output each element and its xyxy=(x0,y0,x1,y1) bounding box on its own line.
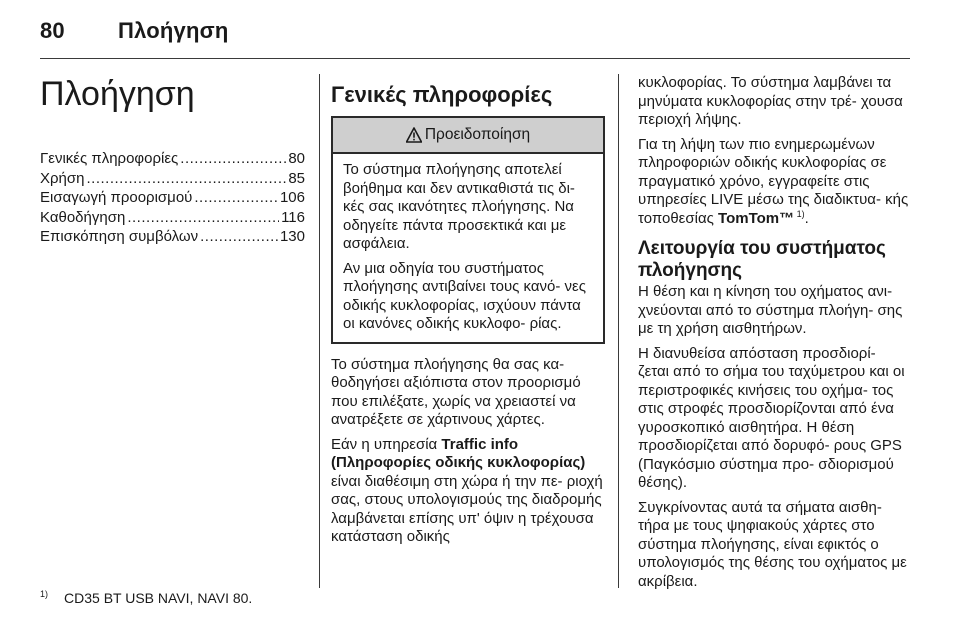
toc-entry-page: 130 xyxy=(279,228,305,245)
section-title: Γενικές πληροφορίες xyxy=(331,82,553,107)
warning-header xyxy=(333,118,603,154)
footnote-text: CD35 BT USB NAVI, NAVI 80. xyxy=(64,590,253,606)
toc-entry-page: 80 xyxy=(288,150,305,167)
toc-entry[interactable] xyxy=(40,150,305,169)
body-paragraph: Η θέση και η κίνηση του οχήματος ανι- χνεύονται από το σύστημα πλοήγη- σης με τη χρήση αισθητήρων. xyxy=(638,283,903,337)
table-of-contents xyxy=(40,150,305,247)
column-3 xyxy=(638,74,910,597)
chapter-title: Πλοήγηση xyxy=(40,75,195,113)
page-number: 80 xyxy=(40,18,65,43)
toc-entry-label: Εισαγωγή προορισμού xyxy=(40,189,193,206)
warning-box xyxy=(331,116,605,344)
footnote xyxy=(40,590,252,606)
toc-entry-label: Καθοδήγηση xyxy=(40,208,126,226)
body-paragraph: Η διανυθείσα απόσταση προσδιορί- ζεται από το σήμα του ταχύμετρου και οι περιστροφικές κινήσεις του οχήμα- τος στις στροφές προσδιορίζονται από ένα γυροσκοπικό αισθητήρα. Η θέση προσδιορίζεται από δορυφό- ρους GPS (Παγκόσμιο σύστημα προ- σδιορισμού θέσης). xyxy=(638,344,905,491)
body-paragraph: κυκλοφορίας. Το σύστημα λαμβάνει τα μηνύματα κυκλοφορίας στην τρέ- χουσα περιοχή λήψης. xyxy=(638,74,903,128)
footnote-mark: 1) xyxy=(40,589,49,599)
column-1 xyxy=(40,74,305,248)
footnote-reference[interactable]: 1) xyxy=(794,208,805,219)
toc-entry-label: Γενικές πληροφορίες xyxy=(40,150,179,167)
header-divider xyxy=(40,58,910,59)
text-run: . xyxy=(804,209,809,227)
toc-entry[interactable] xyxy=(40,170,305,189)
warning-paragraph: Το σύστημα πλοήγησης αποτελεί βοήθημα και δεν αντικαθιστά τις δι- κές σας ικανότητες πλοήγησης. Να οδηγείτε πάντα προσεκτικά και με ασφάλεια. xyxy=(343,161,575,252)
warning-paragraph: Αν μια οδηγία του συστήματος πλοήγησης αντιβαίνει τους κανό- νες οδικής κυκλοφορίας, ισχύουν πάντα οι κανόνες οδικής κυκλοφο- ρίας. xyxy=(343,259,586,332)
toc-entry-label: Επισκόπηση συμβόλων xyxy=(40,228,199,245)
traffic-info-term: Traffic info (Πληροφορίες οδικής κυκλοφορίας) xyxy=(331,435,586,471)
body-paragraph: Το σύστημα πλοήγησης θα σας κα- θοδηγήσει αξιόπιστα στον προορισμό που επιλέξατε, χωρίς να χρειαστεί να ανατρέξετε σε χάρτινους χάρτες. xyxy=(331,355,581,428)
text-run: Εάν η υπηρεσία xyxy=(331,435,442,453)
toc-leader-dots xyxy=(194,189,278,208)
toc-leader-dots xyxy=(180,150,286,169)
warning-triangle-icon xyxy=(406,127,422,143)
toc-entry[interactable] xyxy=(40,228,305,247)
column-divider-1 xyxy=(319,74,320,588)
page-header xyxy=(40,18,910,58)
toc-leader-dots xyxy=(200,228,278,247)
toc-entry[interactable] xyxy=(40,189,305,208)
text-run: Για τη λήψη των πιο ενημερωμένων πληροφοριών οδικής κυκλοφορίας σε πραγματικό χρόνο, εγγραφείτε στις υπηρεσίες LIVE μέσω της διαδικτυα- κής τοποθεσίας xyxy=(638,135,909,227)
toc-leader-dots xyxy=(127,209,279,228)
body-paragraph xyxy=(638,136,910,229)
column-2 xyxy=(331,74,605,553)
body-paragraph: Συγκρίνοντας αυτά τα σήματα αισθη- τήρα με τους ψηφιακούς χάρτες στο σύστημα πλοήγησης, είναι εφικτός ο υπολογισμός της θέσης του οχήματος με ακρίβεια. xyxy=(638,498,907,590)
running-title: Πλοήγηση xyxy=(118,18,229,43)
text-run: είναι διαθέσιμη στη χώρα ή την πε- ριοχή σας, στους υπολογισμούς της διαδρομής λαμβάνεται επίσης υπ' όψιν η τρέχουσα κατάσταση οδικής xyxy=(331,472,603,545)
toc-entry-page: 106 xyxy=(279,189,305,206)
subsection-title: Λειτουργία του συστήματος πλοήγησης xyxy=(638,238,886,281)
body-paragraph xyxy=(331,436,605,547)
warning-body xyxy=(333,154,603,342)
toc-leader-dots xyxy=(86,170,286,189)
column-divider-2 xyxy=(618,74,619,588)
toc-entry-label: Χρήση xyxy=(40,169,85,187)
toc-entry-page: 116 xyxy=(281,208,305,226)
toc-entry-page: 85 xyxy=(288,169,305,187)
tomtom-term: TomTom™ xyxy=(718,209,795,227)
toc-entry[interactable] xyxy=(40,209,305,228)
warning-title: Προειδοποίηση xyxy=(424,125,531,143)
